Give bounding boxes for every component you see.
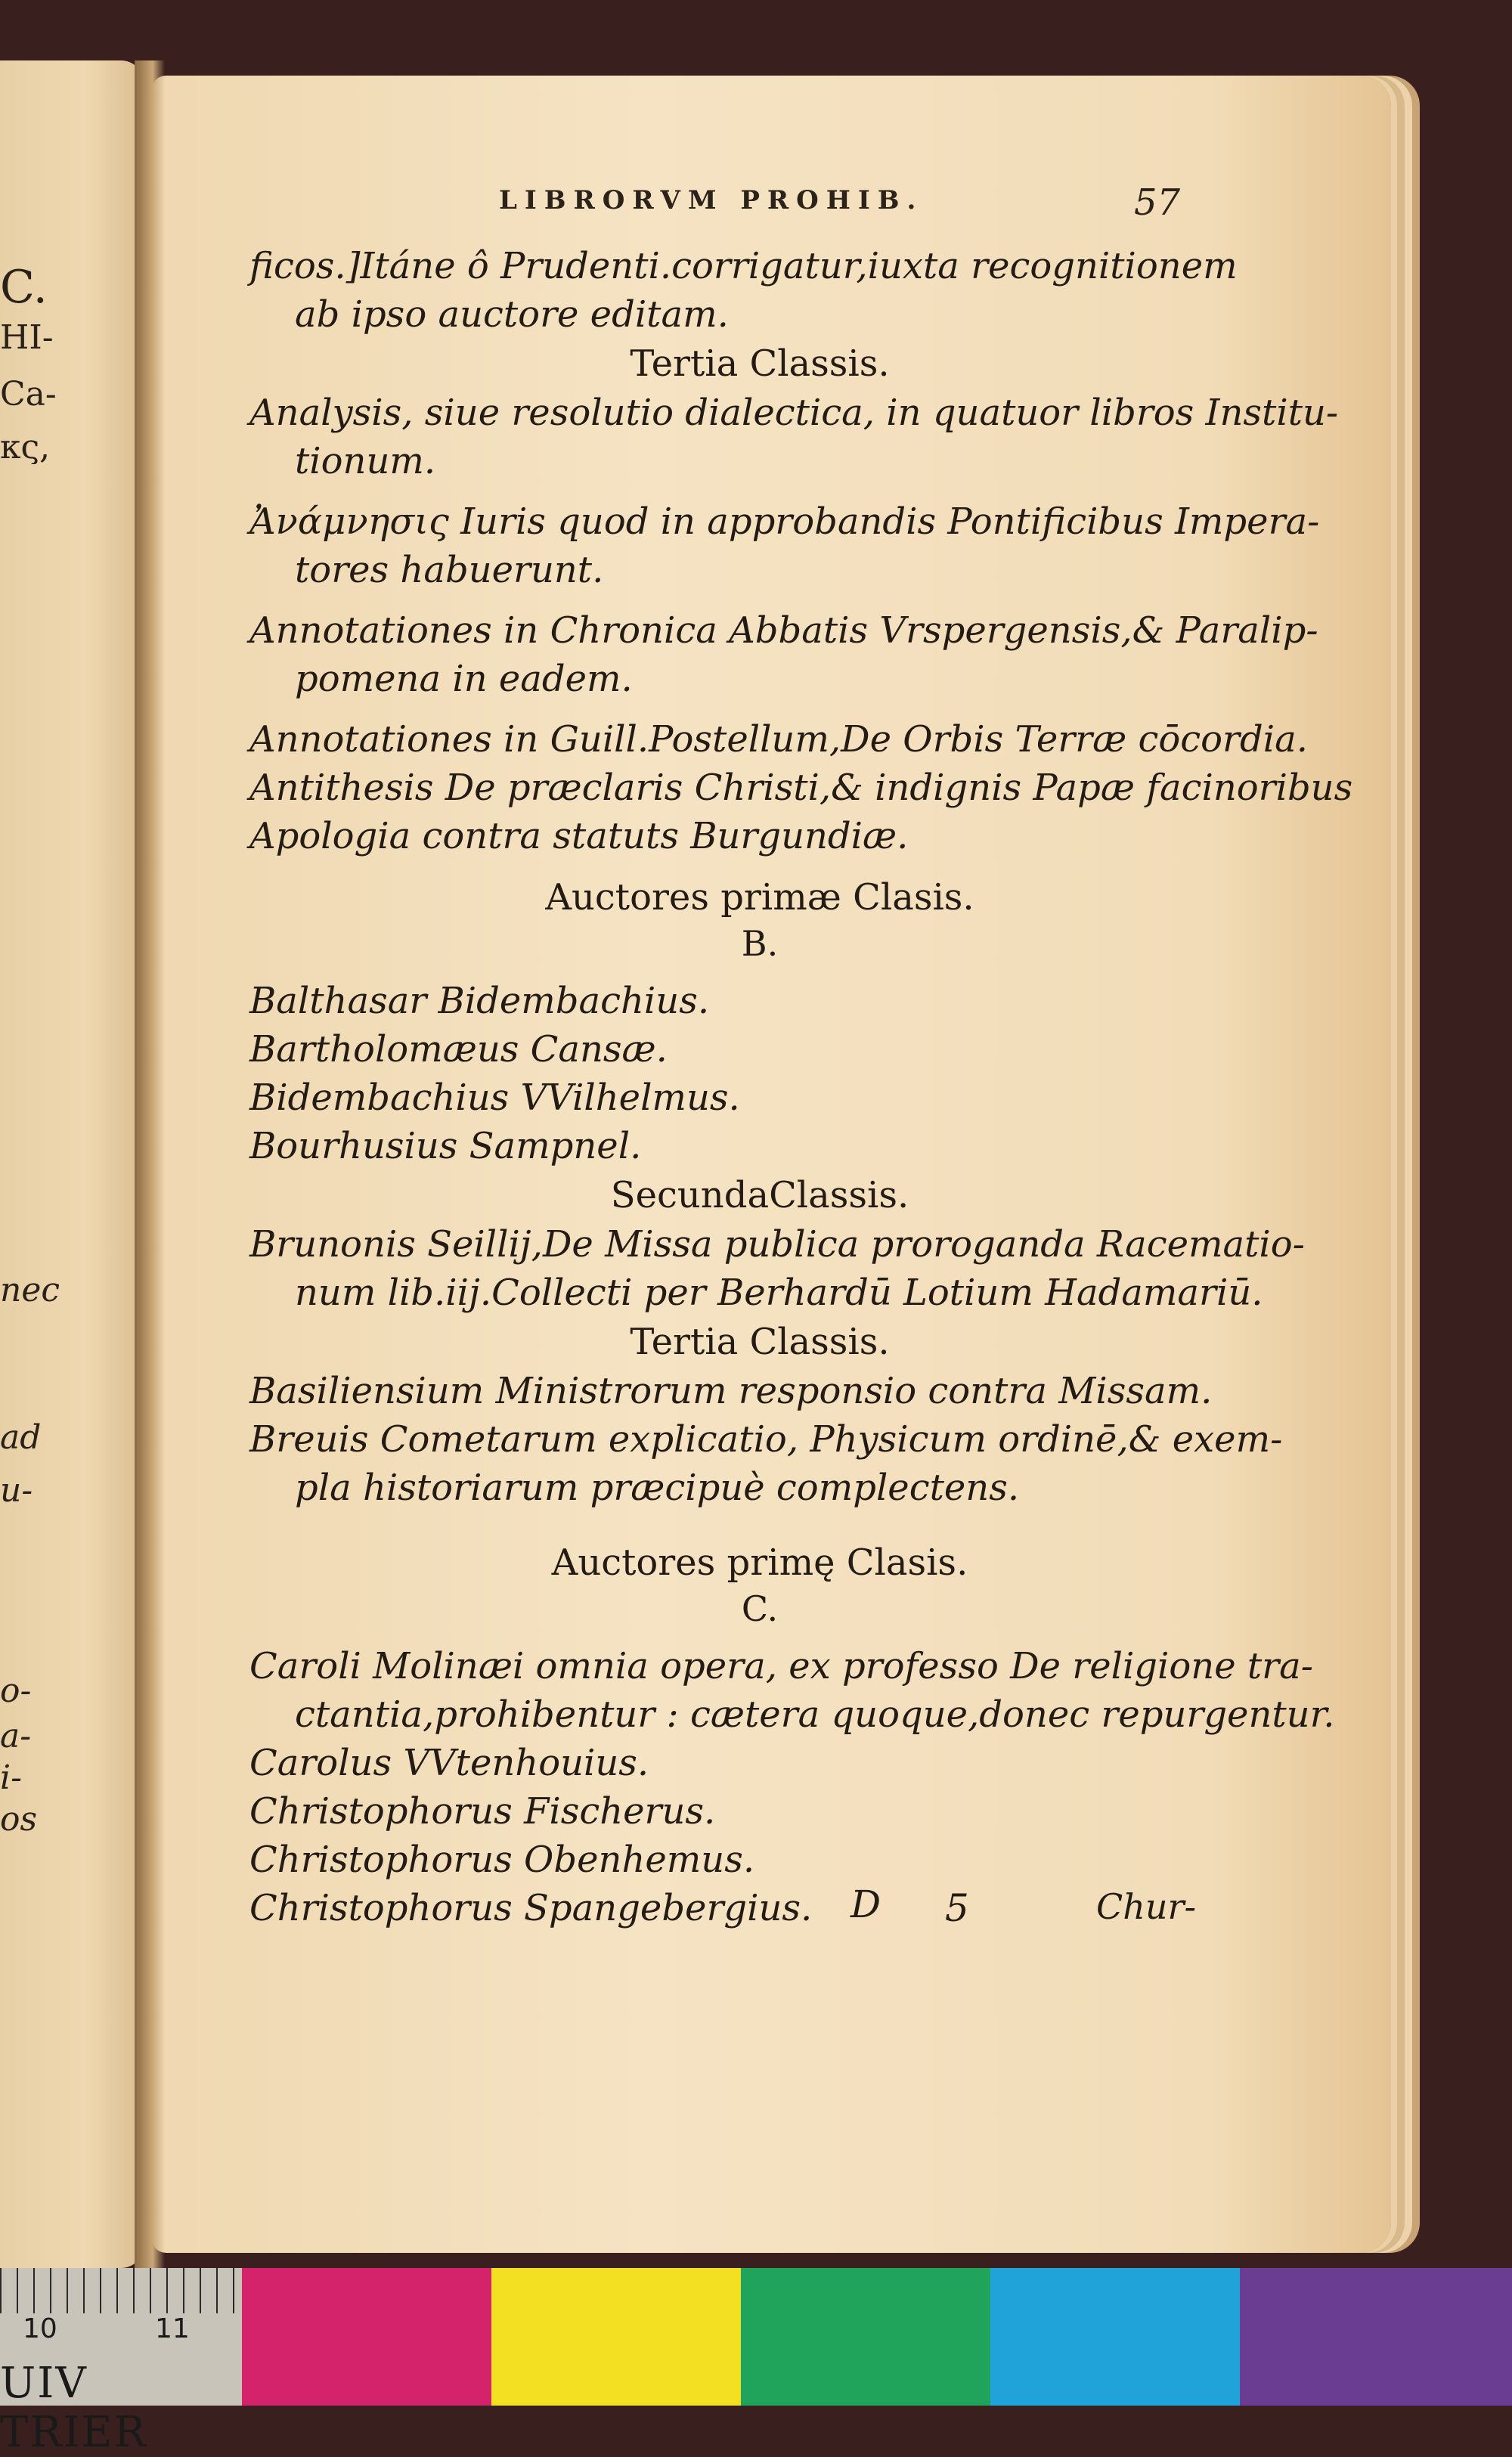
left-fragment: u- — [0, 1474, 33, 1507]
page-text — [249, 242, 1353, 1932]
catchword: Chur- — [1096, 1886, 1196, 1927]
color-swatch-green — [741, 2268, 990, 2406]
entry-line: Bidembachius VVilhelmus. — [249, 1077, 740, 1119]
entry-line: num lib.iij.Collecti per Berhardū Lotium Hadamariū. — [295, 1272, 1263, 1314]
entry-line: ctantia,prohibentur : cætera quoque,donec repurgentur. — [295, 1693, 1335, 1736]
left-fragment: Ca- — [0, 378, 57, 411]
gutter-shadow — [135, 60, 165, 2268]
left-fragment: HI- — [0, 321, 54, 355]
text-line: ficos.]Itáne ô Prudenti.corrigatur,iuxta recognitionem — [249, 245, 1238, 287]
entry-line: Caroli Molinæi omnia opera, ex professo De religione tra- — [249, 1645, 1313, 1687]
letter-heading: C. — [741, 1588, 779, 1629]
entry-line: Balthasar Bidembachius. — [249, 980, 710, 1022]
left-fragment: i- — [0, 1761, 22, 1795]
entry-line: pla historiarum præcipuè complectens. — [295, 1467, 1020, 1509]
entry-line: Breuis Cometarum explicatio, Physicum ordinē,& exem- — [249, 1418, 1283, 1461]
running-head: LIBRORVM PROHIB. — [499, 185, 924, 215]
entry-line: Apologia contra statuts Burgundiæ. — [249, 815, 909, 857]
entry-line: Annotationes in Chronica Abbatis Vrspergensis,& Paralip- — [249, 609, 1318, 652]
entry-line: Annotationes in Guill.Postellum,De Orbis Terræ cōcordia. — [249, 718, 1308, 761]
entry-line: Christophorus Spangebergius. — [249, 1887, 813, 1929]
ruler-ticks — [0, 2268, 242, 2313]
ruler-label: UIV TRIER — [0, 2359, 147, 2457]
section-heading: Tertia Classis. — [630, 342, 890, 385]
section-heading: Tertia Classis. — [630, 1321, 890, 1363]
entry-line: Basiliensium Ministrorum responsio contra Missam. — [249, 1370, 1213, 1412]
signature-number: 5 — [945, 1886, 969, 1930]
entry-line: tores habuerunt. — [295, 549, 604, 591]
left-fragment: os — [0, 1803, 38, 1836]
entry-line: Bourhusius Sampnel. — [249, 1125, 642, 1167]
text-line: ab ipso auctore editam. — [295, 293, 729, 336]
entry-line: Christophorus Obenhemus. — [249, 1839, 755, 1881]
section-heading: Auctores primæ Clasis. — [545, 876, 974, 919]
section-heading: SecundaClassis. — [610, 1174, 909, 1216]
entry-line: tionum. — [295, 440, 436, 482]
scale-ruler — [0, 2268, 242, 2457]
left-fragment: C. — [0, 265, 48, 310]
color-swatch-yellow — [491, 2268, 741, 2406]
left-page-edge — [0, 60, 144, 2268]
entry-line: Christophorus Fischerus. — [249, 1790, 716, 1833]
left-fragment: ad — [0, 1421, 42, 1455]
color-swatch-cyan — [990, 2268, 1240, 2406]
entry-line: Carolus VVtenhouius. — [249, 1742, 649, 1784]
entry-line: Analysis, siue resolutio dialectica, in quatuor libros Institu- — [249, 392, 1339, 434]
page-number: 57 — [1134, 181, 1181, 224]
left-fragment: nec — [0, 1274, 60, 1307]
left-fragment: a- — [0, 1720, 32, 1753]
letter-heading: B. — [741, 923, 779, 964]
left-fragment: κς, — [0, 431, 51, 464]
left-fragment: o- — [0, 1675, 32, 1708]
ruler-number: 10 — [23, 2313, 57, 2344]
entry-line: Bartholomæus Cansæ. — [249, 1028, 668, 1070]
color-swatch-magenta — [242, 2268, 491, 2406]
entry-line: pomena in eadem. — [295, 658, 633, 700]
ruler-number: 11 — [155, 2313, 190, 2344]
entry-line: Antithesis De præclaris Christi,& indignis Papæ facinoribus — [249, 767, 1353, 809]
signature-mark: D — [850, 1882, 881, 1926]
entry-line: Brunonis Seillij,De Missa publica proroganda Racematio- — [249, 1223, 1305, 1266]
color-swatch-violet — [1240, 2268, 1512, 2406]
entry-line: Ἀνάμνησις Iuris quod in approbandis Pontificibus Impera- — [249, 500, 1320, 543]
section-heading: Auctores primę Clasis. — [551, 1541, 968, 1584]
